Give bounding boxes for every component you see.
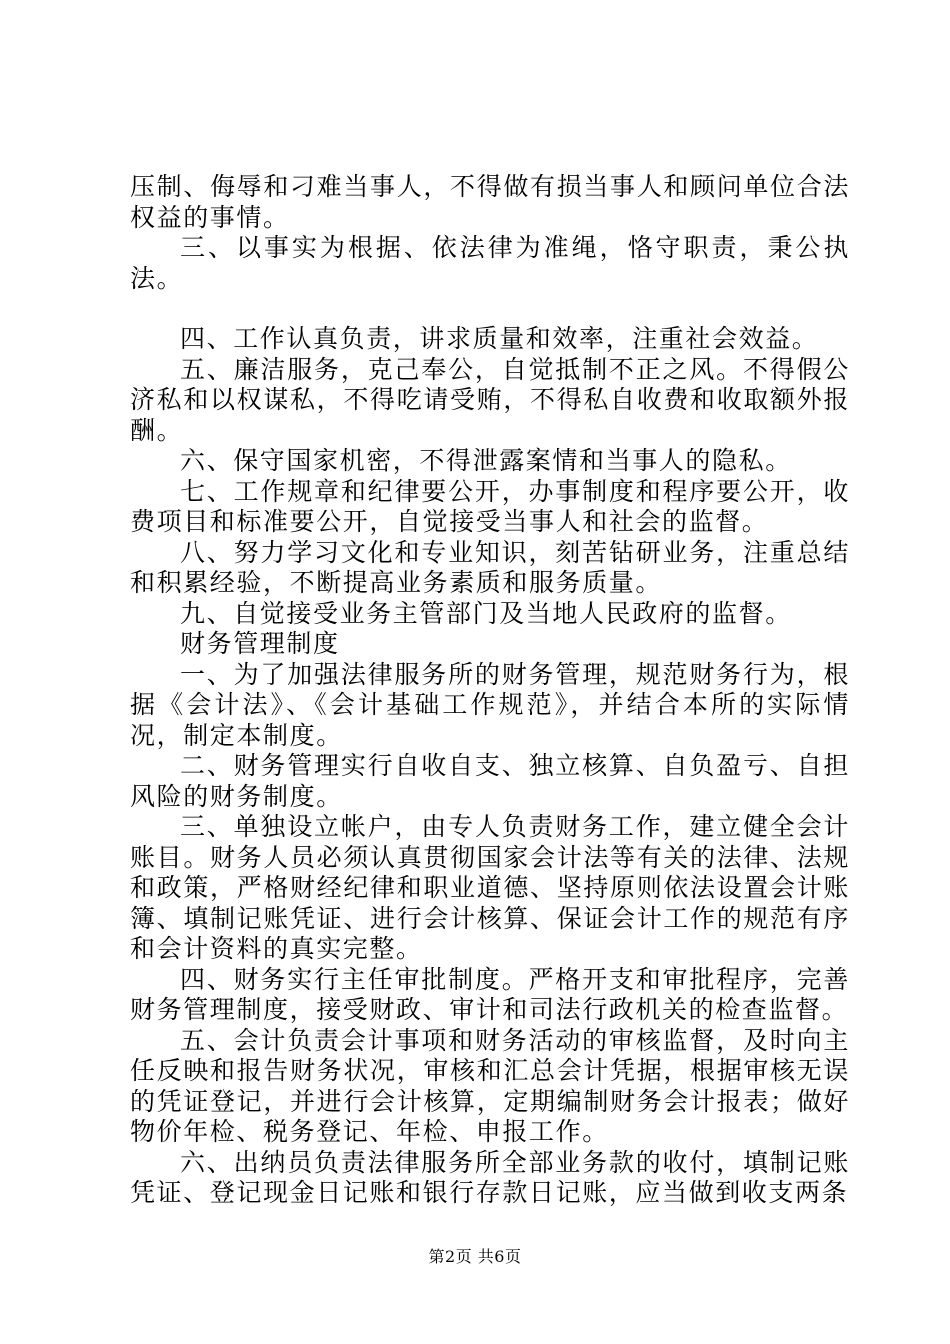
paragraph-finance-5: 五、会计负责会计事项和财务活动的审核监督，及时向主任反映和报告财务状况，审核和汇总会计凭据，根据审核无误的凭证登记，并进行会计核算，定期编制财务会计报表；做好物价年检、税务登记、年检、申报工作。 [130, 1025, 850, 1146]
paragraph-rule-4: 四、工作认真负责，讲求质量和效率，注重社会效益。 [180, 324, 819, 353]
paragraph-finance-6: 六、出纳员负责法律服务所全部业务款的收付，填制记账凭证、登记现金日记账和银行存款日记账，应当做到收支两条 [130, 1147, 850, 1207]
paragraph-finance-3: 三、单独设立帐户，由专人负责财务工作，建立健全会计账目。财务人员必须认真贯彻国家会计法等有关的法律、法规和政策，严格财经纪律和职业道德、坚持原则依法设置会计账簿、填制记账凭证、进行会计核算、保证会计工作的规范有序和会计资料的真实完整。 [130, 812, 850, 963]
paragraph-continuation: 压制、侮辱和刁难当事人，不得做有损当事人和顾问单位合法权益的事情。 [130, 172, 850, 232]
section-heading: 财务管理制度 [180, 629, 340, 658]
paragraph-rule-5: 五、廉洁服务，克己奉公，自觉抵制不正之风。不得假公济私和以权谋私，不得吃请受贿，不得私自收费和收取额外报酬。 [130, 354, 850, 445]
page-number-footer: 第2页 共6页 [428, 1247, 522, 1266]
paragraph-finance-2: 二、财务管理实行自收自支、独立核算、自负盈亏、自担风险的财务制度。 [130, 751, 850, 811]
paragraph-spacer [130, 294, 850, 324]
paragraph-finance-4: 四、财务实行主任审批制度。严格开支和审批程序，完善财务管理制度，接受财政、审计和司法行政机关的检查监督。 [130, 964, 850, 1024]
paragraph-rule-3: 三、以事实为根据、依法律为准绳，恪守职责，秉公执法。 [130, 233, 850, 293]
paragraph-rule-8: 八、努力学习文化和专业知识，刻苦钻研业务，注重总结和积累经验，不断提高业务素质和服务质量。 [130, 537, 850, 597]
paragraph-finance-1: 一、为了加强法律服务所的财务管理，规范财务行为，根据《会计法》、《会计基础工作规范》，并结合本所的实际情况，制定本制度。 [130, 659, 850, 750]
paragraph-rule-9: 九、自觉接受业务主管部门及当地人民政府的监督。 [180, 598, 792, 628]
document-body [130, 172, 850, 1209]
paragraph-rule-6: 六、保守国家机密，不得泄露案情和当事人的隐私。 [180, 446, 792, 475]
paragraph-rule-7: 七、工作规章和纪律要公开，办事制度和程序要公开，收费项目和标准要公开，自觉接受当事人和社会的监督。 [130, 476, 850, 536]
